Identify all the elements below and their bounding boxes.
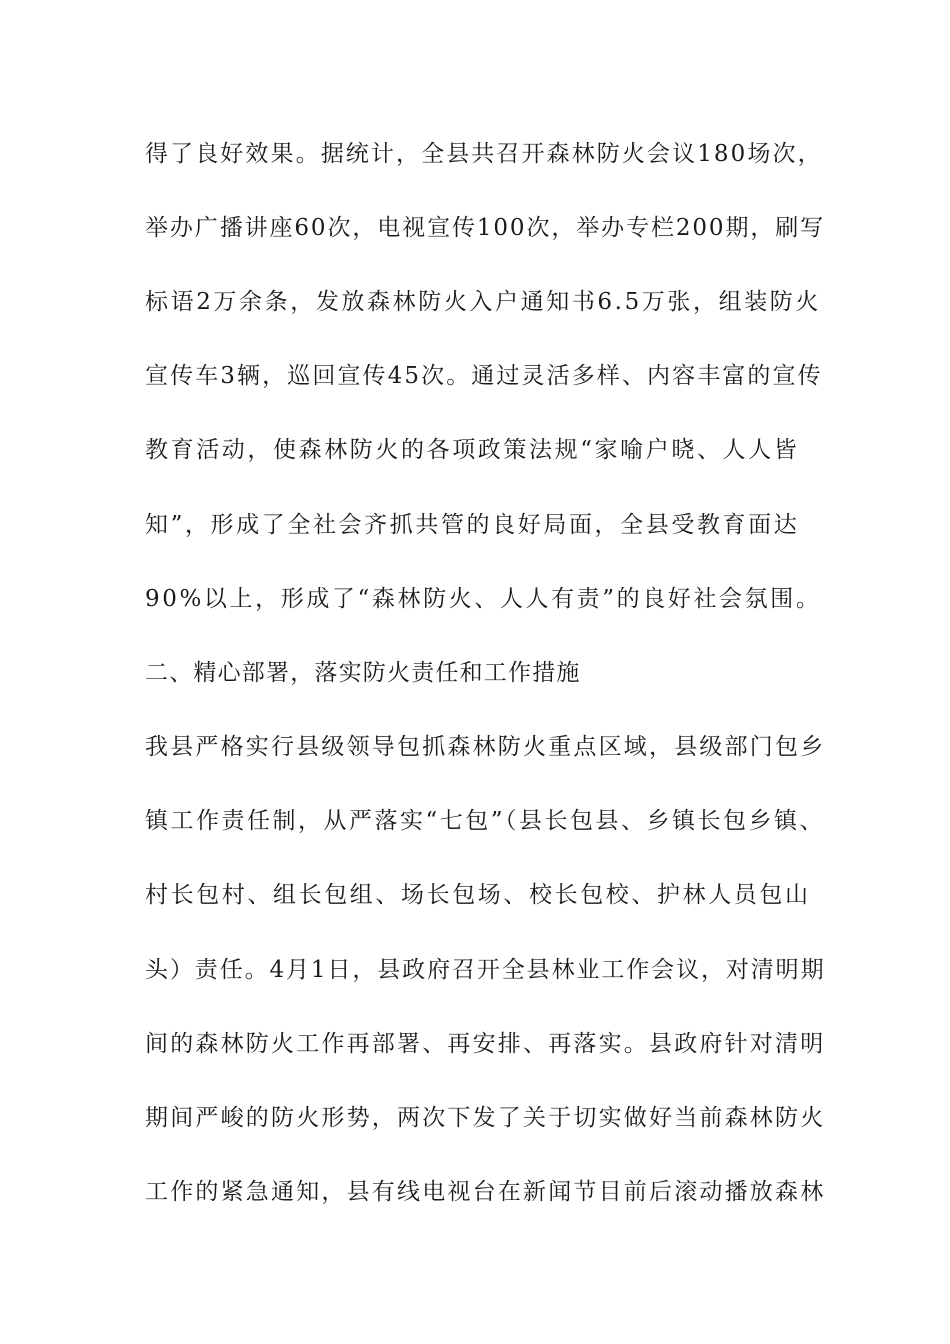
section-heading: 二、精心部署，落实防火责任和工作措施 [145,660,581,686]
paragraph-line-1: 得了良好效果。据统计，全县共召开森林防火会议180场次， [145,141,823,167]
paragraph-line-5: 教育活动，使森林防火的各项政策法规“家喻户晓、人人皆 [145,437,800,463]
paragraph-line-10: 村长包村、组长包组、场长包场、校长包校、护林人员包山 [145,882,811,908]
paragraph-line-11: 头）责任。4月1日，县政府召开全县林业工作会议，对清明期 [145,957,826,983]
paragraph-line-8: 我县严格实行县级领导包抓森林防火重点区域，县级部门包乡 [145,734,826,760]
paragraph-line-13: 期间严峻的防火形势，两次下发了关于切实做好当前森林防火 [145,1105,826,1131]
paragraph-line-2: 举办广播讲座60次，电视宣传100次，举办专栏200期，刷写 [145,215,826,241]
paragraph-line-9: 镇工作责任制，从严落实“七包”（县长包县、乡镇长包乡镇、 [145,808,826,834]
paragraph-line-7: 90%以上，形成了“森林防火、人人有责”的良好社会氛围。 [145,586,822,612]
paragraph-line-6: 知”，形成了全社会齐抓共管的良好局面，全县受教育面达 [145,512,800,538]
paragraph-line-4: 宣传车3辆，巡回宣传45次。通过灵活多样、内容丰富的宣传 [145,363,823,389]
paragraph-line-14: 工作的紧急通知，县有线电视台在新闻节目前后滚动播放森林 [145,1179,826,1205]
paragraph-line-12: 间的森林防火工作再部署、再安排、再落实。县政府针对清明 [145,1031,826,1057]
paragraph-line-3: 标语2万余条，发放森林防火入户通知书6.5万张，组装防火 [145,289,822,315]
